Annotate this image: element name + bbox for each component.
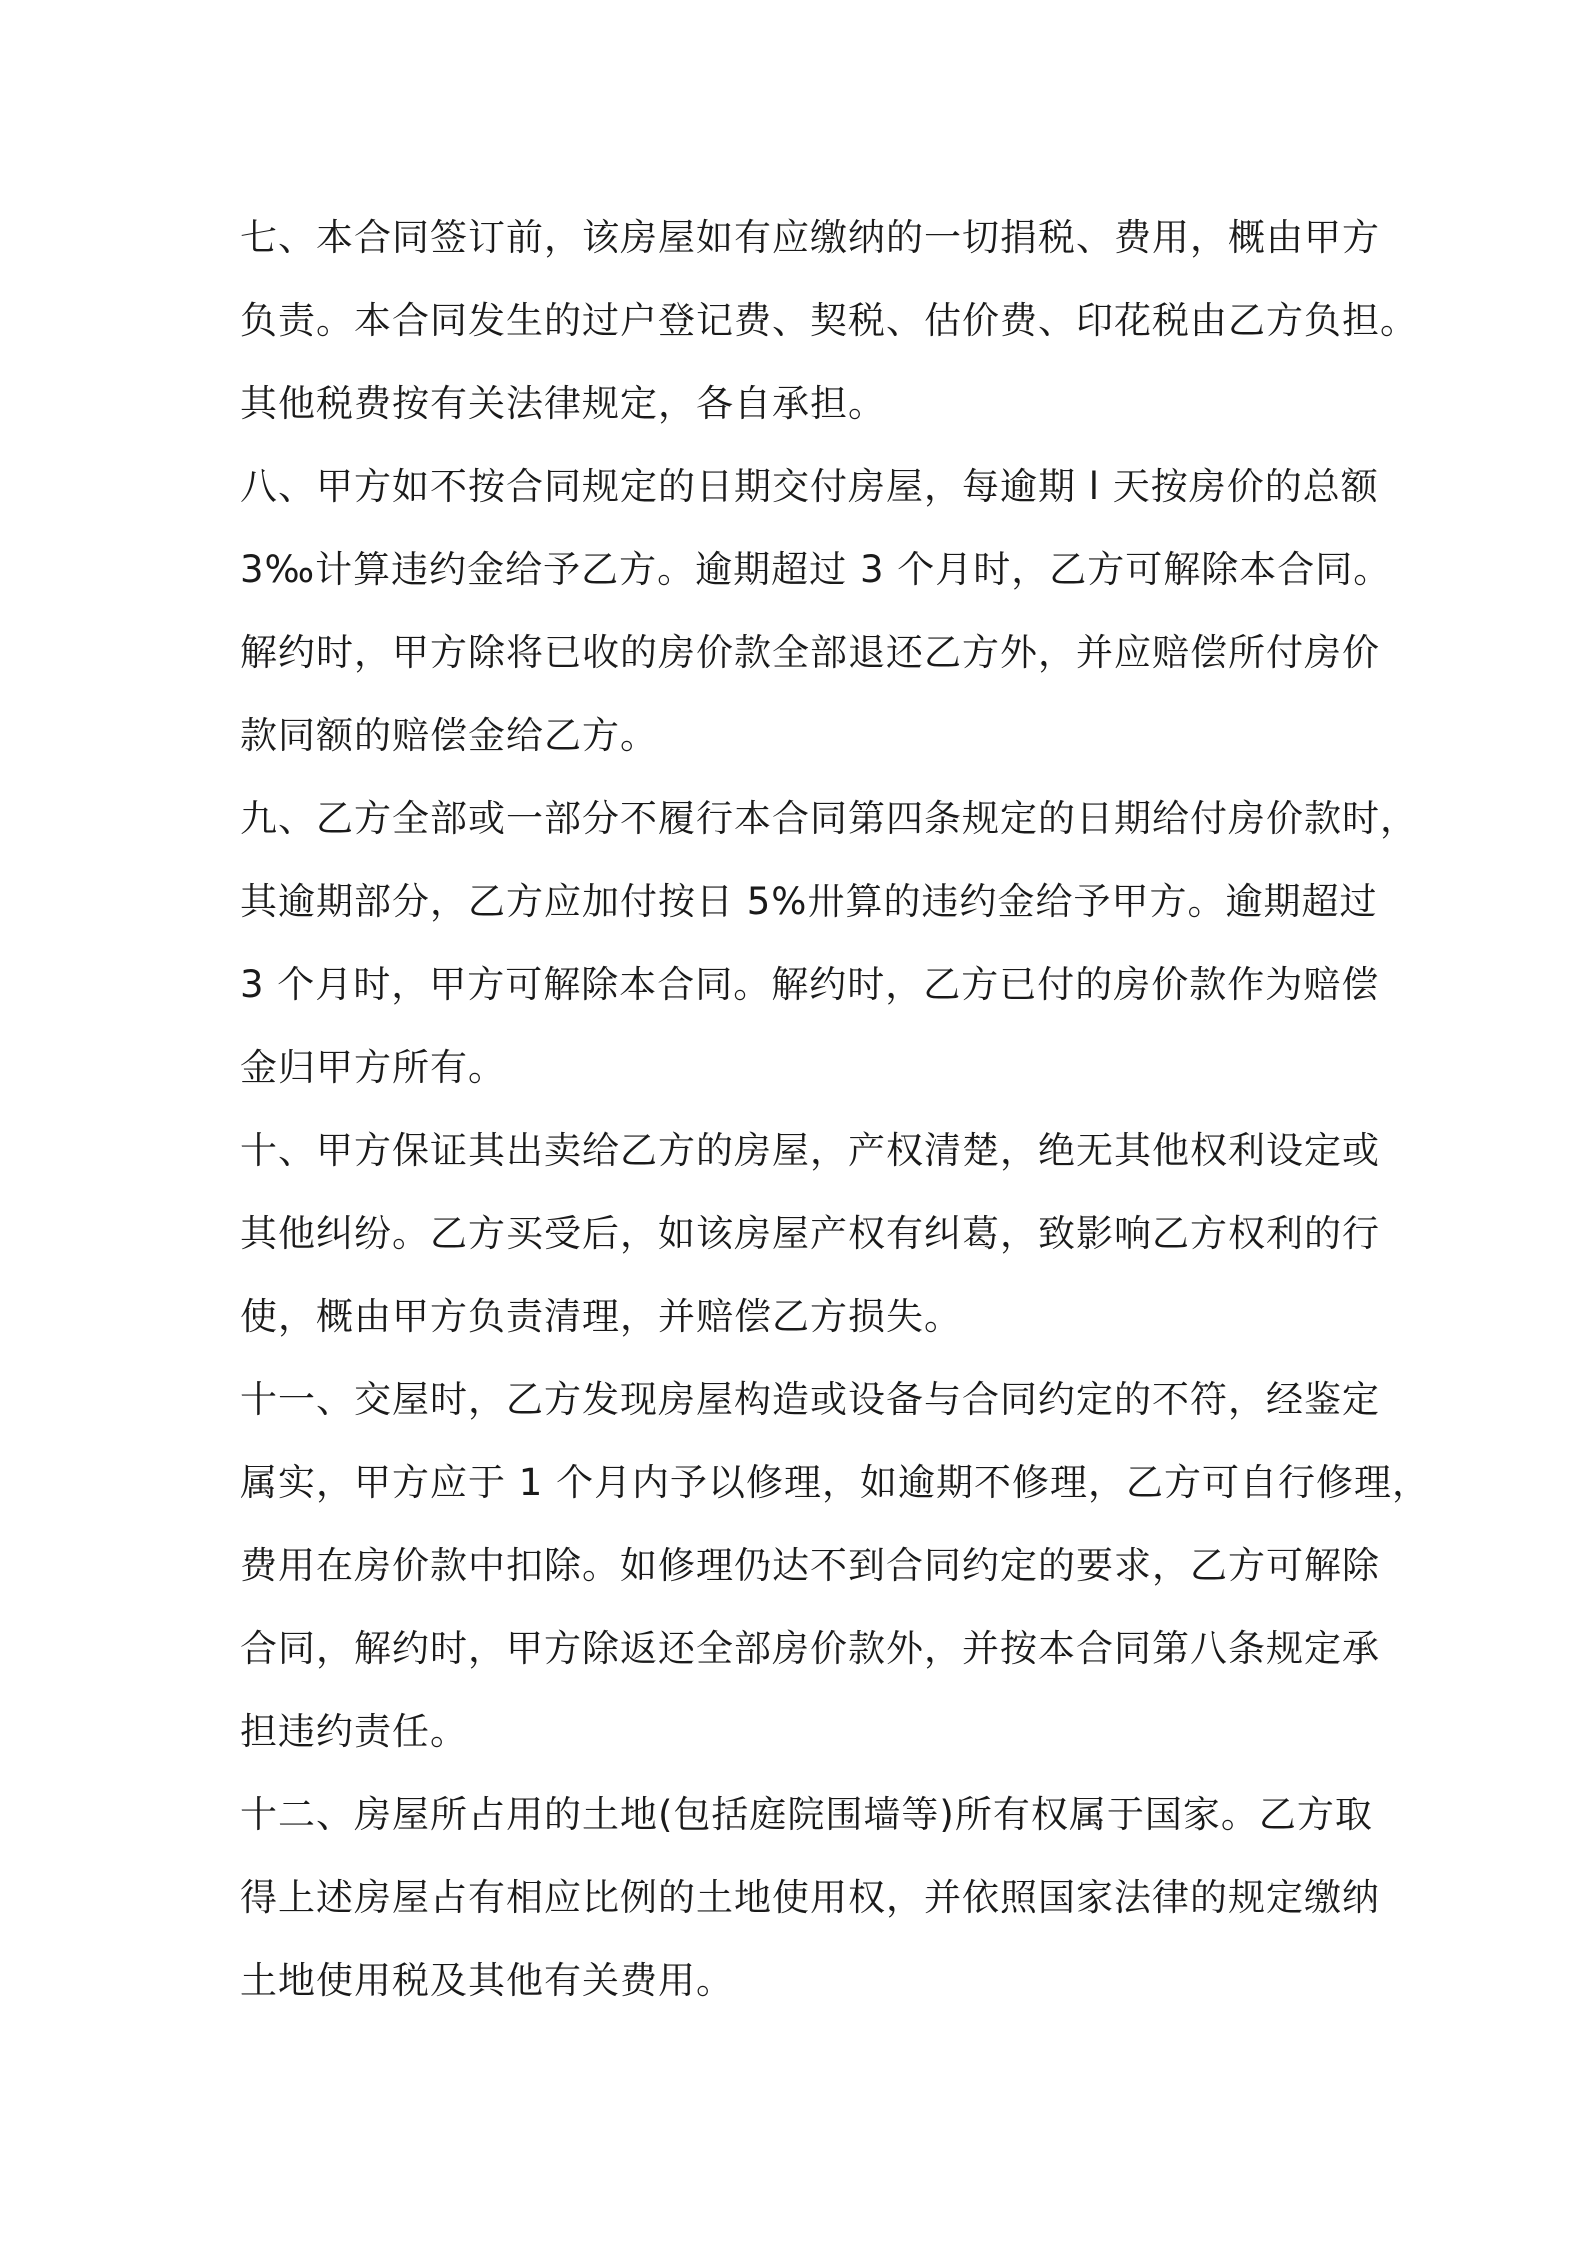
text-line: 金归甲方所有。 [240, 1046, 506, 1089]
text-line: 十二、房屋所占用的土地(包括庭院围墙等)所有权属于国家。乙方取 [240, 1793, 1373, 1836]
text-line: 其他税费按有关法律规定，各自承担。 [240, 382, 886, 425]
clause-9 [240, 777, 1418, 1109]
text-line: 解约时，甲方除将已收的房价款全部退还乙方外，并应赔偿所付房价 [240, 631, 1380, 674]
text-line: 3 个月时，甲方可解除本合同。解约时，乙方已付的房价款作为赔偿 [240, 963, 1380, 1006]
text-line: 款同额的赔偿金给乙方。 [240, 714, 658, 757]
text-line: 得上述房屋占有相应比例的土地使用权，并依照国家法律的规定缴纳 [240, 1876, 1380, 1919]
text-line: 费用在房价款中扣除。如修理仍达不到合同约定的要求，乙方可解除 [240, 1544, 1380, 1587]
text-line: 其他纠纷。乙方买受后，如该房屋产权有纠葛，致影响乙方权利的行 [240, 1212, 1380, 1255]
text-line: 七、本合同签订前，该房屋如有应缴纳的一切捐税、费用，概由甲方 [240, 216, 1380, 259]
text-line: 十一、交屋时，乙方发现房屋构造或设备与合同约定的不符，经鉴定 [240, 1378, 1380, 1421]
clause-12 [240, 1773, 1380, 2022]
text-line: 担违约责任。 [240, 1710, 468, 1753]
text-line: 其逾期部分，乙方应加付按日 5%卅算的违约金给予甲方。逾期超过 [240, 880, 1378, 923]
clause-8 [240, 445, 1392, 777]
text-line: 属实，甲方应于 1 个月内予以修理，如逾期不修理，乙方可自行修理， [240, 1461, 1431, 1504]
text-line: 合同，解约时，甲方除返还全部房价款外，并按本合同第八条规定承 [240, 1627, 1380, 1670]
text-line: 3‰计算违约金给予乙方。逾期超过 3 个月时，乙方可解除本合同。 [240, 548, 1392, 591]
text-line: 十、甲方保证其出卖给乙方的房屋，产权清楚，绝无其他权利设定或 [240, 1129, 1380, 1172]
text-line: 八、甲方如不按合同规定的日期交付房屋，每逾期 l 天按房价的总额 [240, 465, 1379, 508]
text-line: 九、乙方全部或一部分不履行本合同第四条规定的日期给付房价款时， [240, 797, 1418, 840]
document-body [240, 196, 1431, 2022]
text-line: 使，概由甲方负责清理，并赔偿乙方损失。 [240, 1295, 962, 1338]
clause-11 [240, 1358, 1431, 1773]
clause-10 [240, 1109, 1380, 1358]
text-line: 土地使用税及其他有关费用。 [240, 1959, 734, 2002]
text-line: 负责。本合同发生的过户登记费、契税、估价费、印花税由乙方负担。 [240, 299, 1418, 342]
clause-7 [240, 196, 1418, 445]
